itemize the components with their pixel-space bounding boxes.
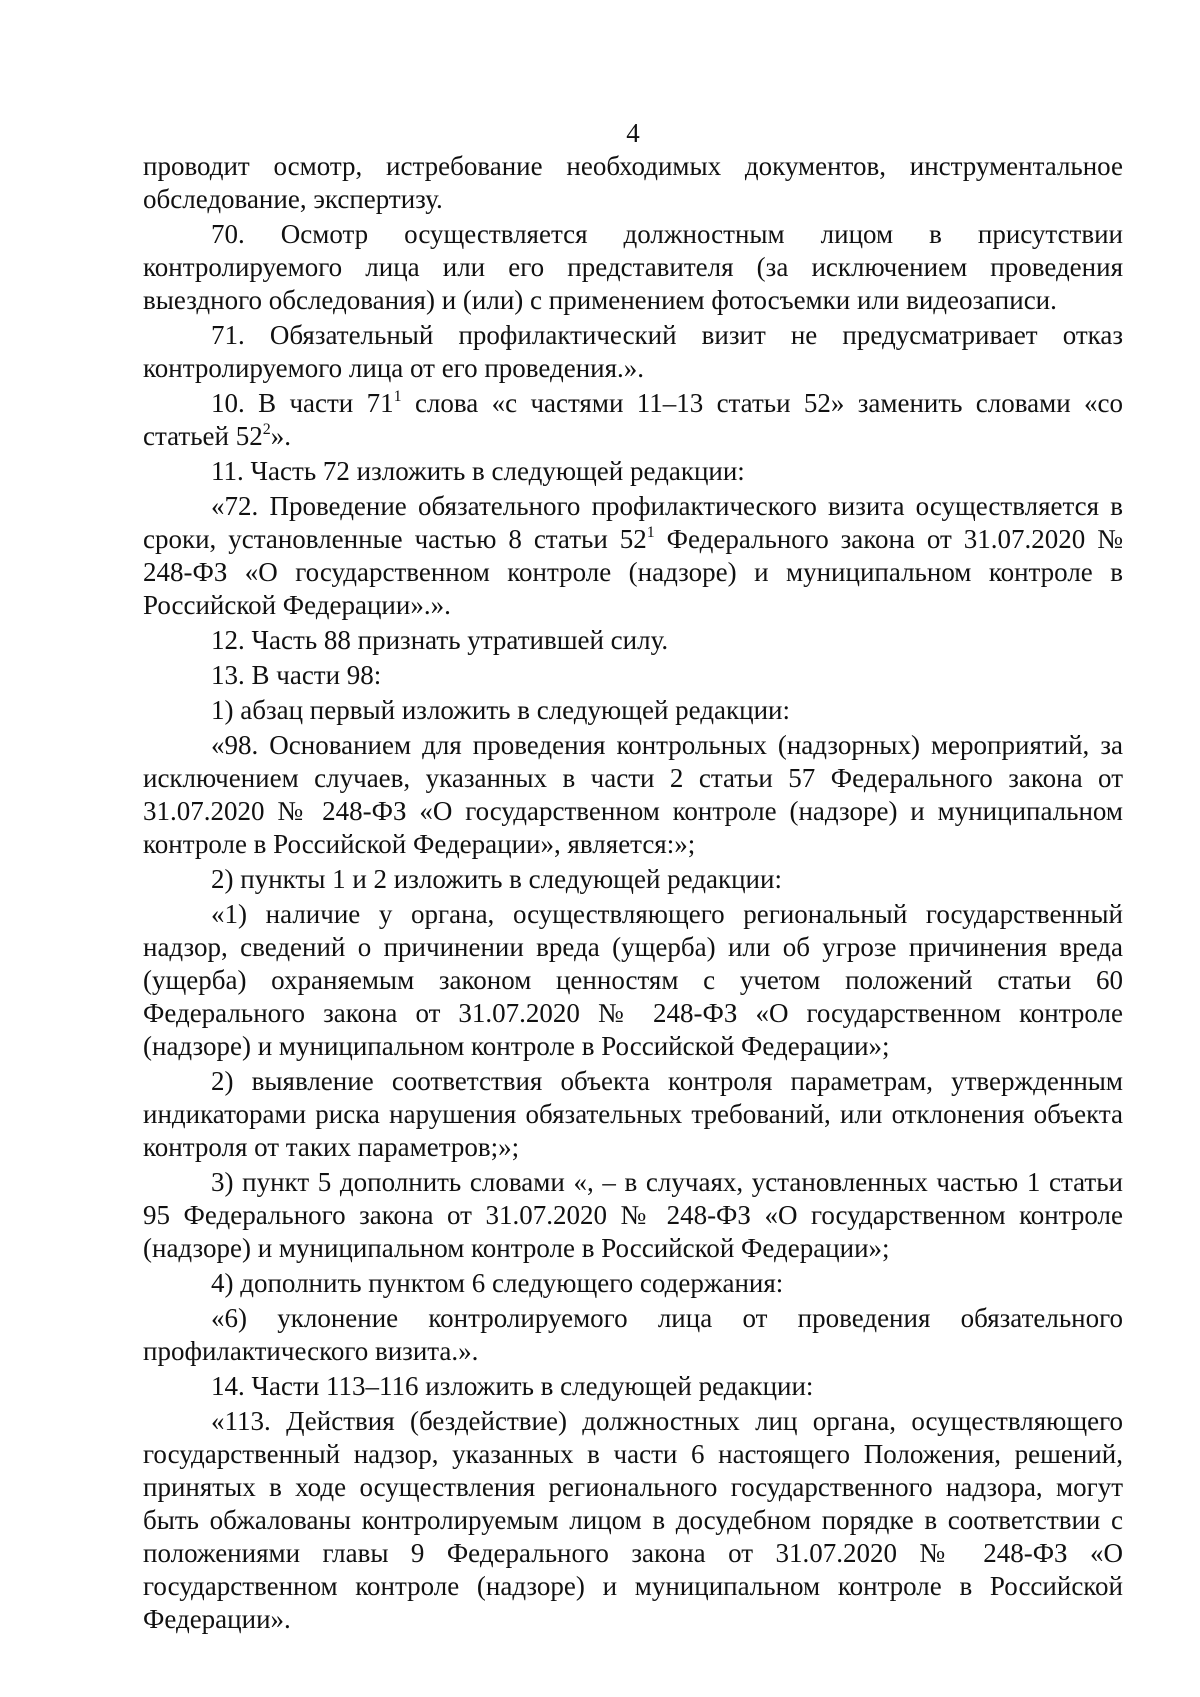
paragraph-text: 70. Осмотр осуществляется должностным лицом в присутствии контролируемого лица или его представителя (за исключением проведения выездного обследования) и (или) с применением фотосъемки или видеозаписи. [143,219,1123,315]
paragraph [143,1405,1123,1636]
paragraph [143,863,1123,896]
paragraph [143,387,1123,453]
paragraph [143,150,1123,216]
paragraph-text: 4) дополнить пунктом 6 следующего содержания: [211,1268,784,1298]
page-number: 4 [626,118,640,148]
paragraph-text: ». [270,421,291,451]
paragraph [143,624,1123,657]
paragraph-text: 1) абзац первый изложить в следующей редакции: [211,695,790,725]
paragraph-text: 2) пункты 1 и 2 изложить в следующей редакции: [211,864,782,894]
paragraph-text: «113. Действия (бездействие) должностных лиц органа, осуществляющего государственный надзор, указанных в части 6 настоящего Положения, решений, принятых в ходе осуществления регионального государственного надзора, могут быть обжалованы контролируемым лицом в досудебном порядке в соответствии с положениями главы 9 Федерального закона от 31.07.2020 № 248-ФЗ «О государственном контроле (надзоре) и муниципальном контроле в Российской Федерации». [143,1406,1123,1634]
superscript: 1 [646,524,655,541]
paragraph-text: «72. Проведение обязательного профилактического визита осуществляется в сроки, установленные частью 8 статьи 52 [143,491,1123,554]
paragraph-text: 14. Части 113–116 изложить в следующей редакции: [211,1371,814,1401]
paragraph [143,319,1123,385]
paragraph-text: 12. Часть 88 признать утратившей силу. [211,625,669,655]
paragraph [143,659,1123,692]
paragraph [143,694,1123,727]
paragraph-text: проводит осмотр, истребование необходимых документов, инструментальное обследование, экспертизу. [143,151,1123,214]
paragraph-text: Федерального закона от 31.07.2020 № 248-ФЗ «О государственном контроле (надзоре) и муниципальном контроле в Российской Федерации».». [143,524,1123,620]
superscript: 2 [262,421,271,438]
paragraph [143,1370,1123,1403]
paragraph-text: 11. Часть 72 изложить в следующей редакции: [211,456,745,486]
paragraph-text: «1) наличие у органа, осуществляющего региональный государственный надзор, сведений о причинении вреда (ущерба) или об угрозе причинения вреда (ущерба) охраняемым законом ценностям с учетом положений статьи 60 Федерального закона от 31.07.2020 № 248-ФЗ «О государственном контроле (надзоре) и муниципальном контроле в Российской Федерации»; [143,899,1123,1061]
paragraph-text: 13. В части 98: [211,660,382,690]
paragraph [143,1302,1123,1368]
paragraph-text: «98. Основанием для проведения контрольных (надзорных) мероприятий, за исключением случаев, указанных в части 2 статьи 57 Федерального закона от 31.07.2020 № 248-ФЗ «О государственном контроле (надзоре) и муниципальном контроле в Российской Федерации», является:»; [143,730,1123,859]
paragraph [143,218,1123,317]
paragraph-text: 71. Обязательный профилактический визит не предусматривает отказ контролируемого лица от его проведения.». [143,320,1123,383]
paragraph [143,490,1123,622]
paragraph-text: 3) пункт 5 дополнить словами «, – в случаях, установленных частью 1 статьи 95 Федерального закона от 31.07.2020 № 248-ФЗ «О государственном контроле (надзоре) и муниципальном контроле в Российской Федерации»; [143,1167,1123,1263]
paragraph-text: слова «с частями 11–13 статьи 52» заменить словами «со статьей 52 [143,388,1123,451]
paragraph [143,729,1123,861]
paragraph [143,1166,1123,1265]
document-page [143,0,1123,1636]
paragraph-text: «6) уклонение контролируемого лица от проведения обязательного профилактического визита.». [143,1303,1123,1366]
paragraph [143,1267,1123,1300]
paragraph-text: 2) выявление соответствия объекта контроля параметрам, утвержденным индикаторами риска нарушения обязательных требований, или отклонения объекта контроля от таких параметров;»; [143,1066,1123,1162]
paragraph [143,455,1123,488]
superscript: 1 [393,388,402,405]
paragraph [143,1065,1123,1164]
paragraph-text: 10. В части 71 [211,388,394,418]
paragraph [143,898,1123,1063]
document-body [143,150,1123,1636]
